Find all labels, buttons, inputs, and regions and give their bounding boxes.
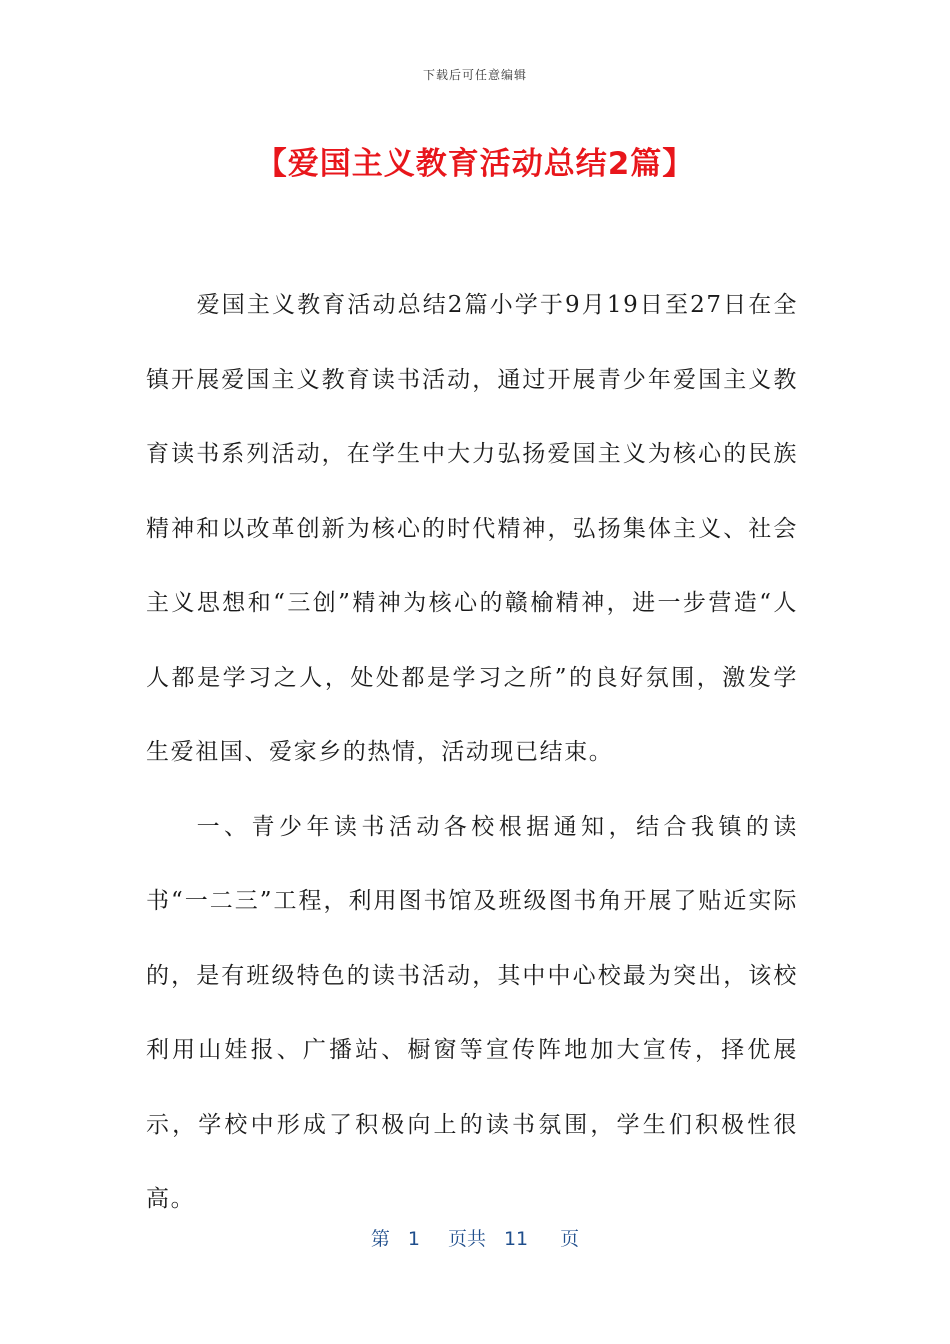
page-prefix: 第 bbox=[370, 1228, 390, 1250]
document-title: 【爱国主义教育活动总结2篇】 bbox=[255, 146, 695, 182]
page-footer bbox=[0, 1224, 950, 1251]
page-middle: 页共 bbox=[447, 1228, 486, 1250]
paragraph-2: 一、青少年读书活动各校根据通知，结合我镇的读书“一二三”工程，利用图书馆及班级图书角开展了贴近实际的，是有班级特色的读书活动，其中中心校最为突出，该校利用山娃报、广播站、橱窗等宣传阵地加大宣传，择优展示，学校中形成了积极向上的读书氛围，学生们积极性很高。 bbox=[146, 813, 798, 1212]
total-pages-number: 11 bbox=[503, 1228, 529, 1250]
current-page-number: 1 bbox=[407, 1228, 420, 1250]
page-suffix: 页 bbox=[560, 1228, 580, 1250]
header-note: 下载后可任意编辑 bbox=[422, 68, 527, 82]
document-body bbox=[146, 268, 798, 1237]
paragraph-1: 爱国主义教育活动总结2篇小学于9月19日至27日在全镇开展爱国主义教育读书活动，通过开展青少年爱国主义教育读书系列活动，在学生中大力弘扬爱国主义为核心的民族精神和以改革创新为核心的时代精神，弘扬集体主义、社会主义思想和“三创”精神为核心的赣榆精神，进一步营造“人人都是学习之人，处处都是学习之所”的良好氛围，激发学生爱祖国、爱家乡的热情，活动现已结束。 bbox=[146, 292, 798, 765]
